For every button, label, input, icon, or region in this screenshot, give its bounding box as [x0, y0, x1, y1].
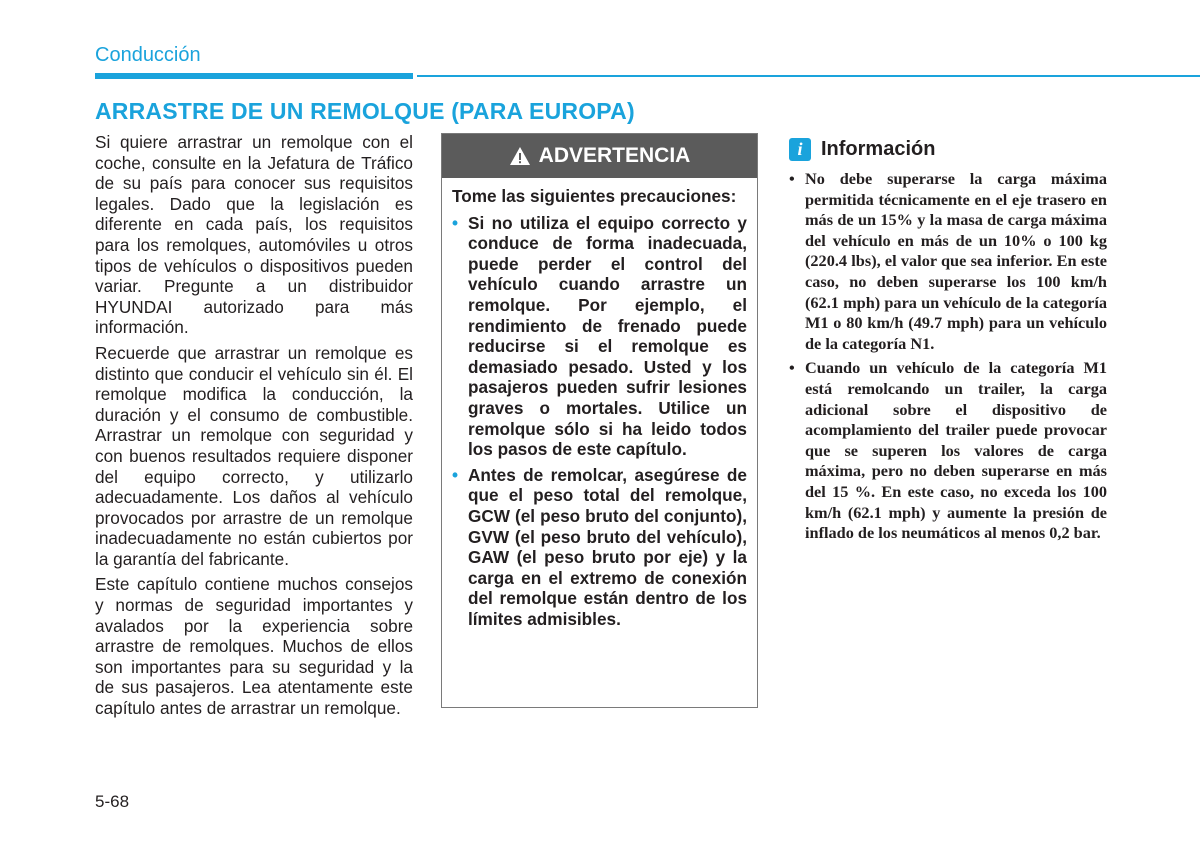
- warning-item: [452, 465, 747, 630]
- info-item: [789, 358, 1107, 543]
- page-title: ARRASTRE DE UN REMOLQUE (PARA EUROPA): [95, 98, 635, 124]
- warning-triangle-icon: [509, 146, 531, 166]
- warning-item: [452, 213, 747, 460]
- warning-item-text: Antes de remolcar, asegúrese de que el peso total del remolque, GCW (el peso bruto del conjunto), GVW (el peso bruto del vehículo), GAW (el peso bruto por eje) y la carga en el extremo de conexión del remolque están dentro de los límites admisibles.: [468, 464, 747, 629]
- header-rule-thin: [417, 75, 1200, 77]
- warning-box: [441, 133, 758, 708]
- body-paragraph: Si quiere arrastrar un remolque con el coche, consulte en la Jefatura de Tráfico de su país para conocer sus requisitos legales. Dado que la legislación es diferente en cada país, los requisitos para los remolques, automóviles u otros tipos de vehículos o dispositivos pueden variar. Pregunte a un distribuidor HYUNDAI autorizado para más información.: [95, 132, 413, 338]
- info-icon: i: [789, 138, 811, 161]
- info-item-text: Cuando un vehículo de la categoría M1 está remolcando un trailer, la carga adicional sobre el dispositivo de acomplamiento del trailer puede provocar que se superen los valores de carga máxima, pero no deben superarse en más del 15 %. En este caso, no exceda los 100 km/h (62.1 mph) y aumente la presión de inflado de los neumáticos al menos 0,2 bar.: [805, 358, 1107, 543]
- section-label: Conducción: [95, 44, 201, 66]
- info-list: [789, 169, 1107, 544]
- warning-header: [442, 134, 757, 178]
- info-item-text: No debe superarse la carga máxima permitida técnicamente en el eje trasero en más de un 15% y la masa de carga máxima del vehículo en más de un 10% o 100 kg (220.4 lbs), el valor que sea inferior. En este caso, no deben superarse los 100 km/h (62.1 mph) para un vehículo de la categoría M1 o 80 km/h (49.7 mph) para un vehículo de la categoría N1.: [805, 169, 1107, 353]
- bullet-icon: •: [452, 212, 459, 233]
- warning-body: [442, 178, 757, 629]
- page-number: 5-68: [95, 792, 130, 811]
- info-item: [789, 169, 1107, 354]
- body-paragraph: Recuerde que arrastrar un remolque es distinto que conducir el vehículo sin él. El remolque modifica la conducción, la duración y el consumo de combustible. Arrastrar un remolque con seguridad y con buenos resultados requiere disponer del equipo correcto, y utilizarlo adecuadamente. Los daños al vehículo provocados por arrastre de un remolque inadecuadamente no están cubiertos por la garantía del fabricante.: [95, 342, 413, 569]
- bullet-icon: •: [452, 464, 459, 485]
- warning-intro: Tome las siguientes precauciones:: [452, 186, 737, 206]
- info-title: Información: [821, 137, 936, 160]
- info-header: [789, 136, 1107, 162]
- warning-item-text: Si no utiliza el equipo correcto y conduce de forma inadecuada, puede perder el control del vehículo cuando arrastre un remolque. Por ejemplo, el rendimiento de frenado puede reducirse si el remolque es demasiado pesado. Usted y los pasajeros pueden sufrir lesiones graves o mortales. Utilice un remolque sólo si ha leido todos los pasos de este capítulo.: [468, 212, 747, 460]
- header-rule-thick: [95, 73, 413, 79]
- info-section: [789, 136, 1107, 548]
- body-text-column: [95, 132, 413, 724]
- bullet-icon: •: [789, 169, 795, 188]
- bullet-icon: •: [789, 358, 795, 378]
- warning-list: [452, 213, 747, 630]
- body-paragraph: Este capítulo contiene muchos consejos y normas de seguridad importantes y avalados por la experiencia sobre arrastre de remolques. Muchos de ellos son importantes para su seguridad y la de sus pasajeros. Lea atentamente este capítulo antes de arrastrar un remolque.: [95, 574, 413, 719]
- warning-label: ADVERTENCIA: [538, 144, 691, 167]
